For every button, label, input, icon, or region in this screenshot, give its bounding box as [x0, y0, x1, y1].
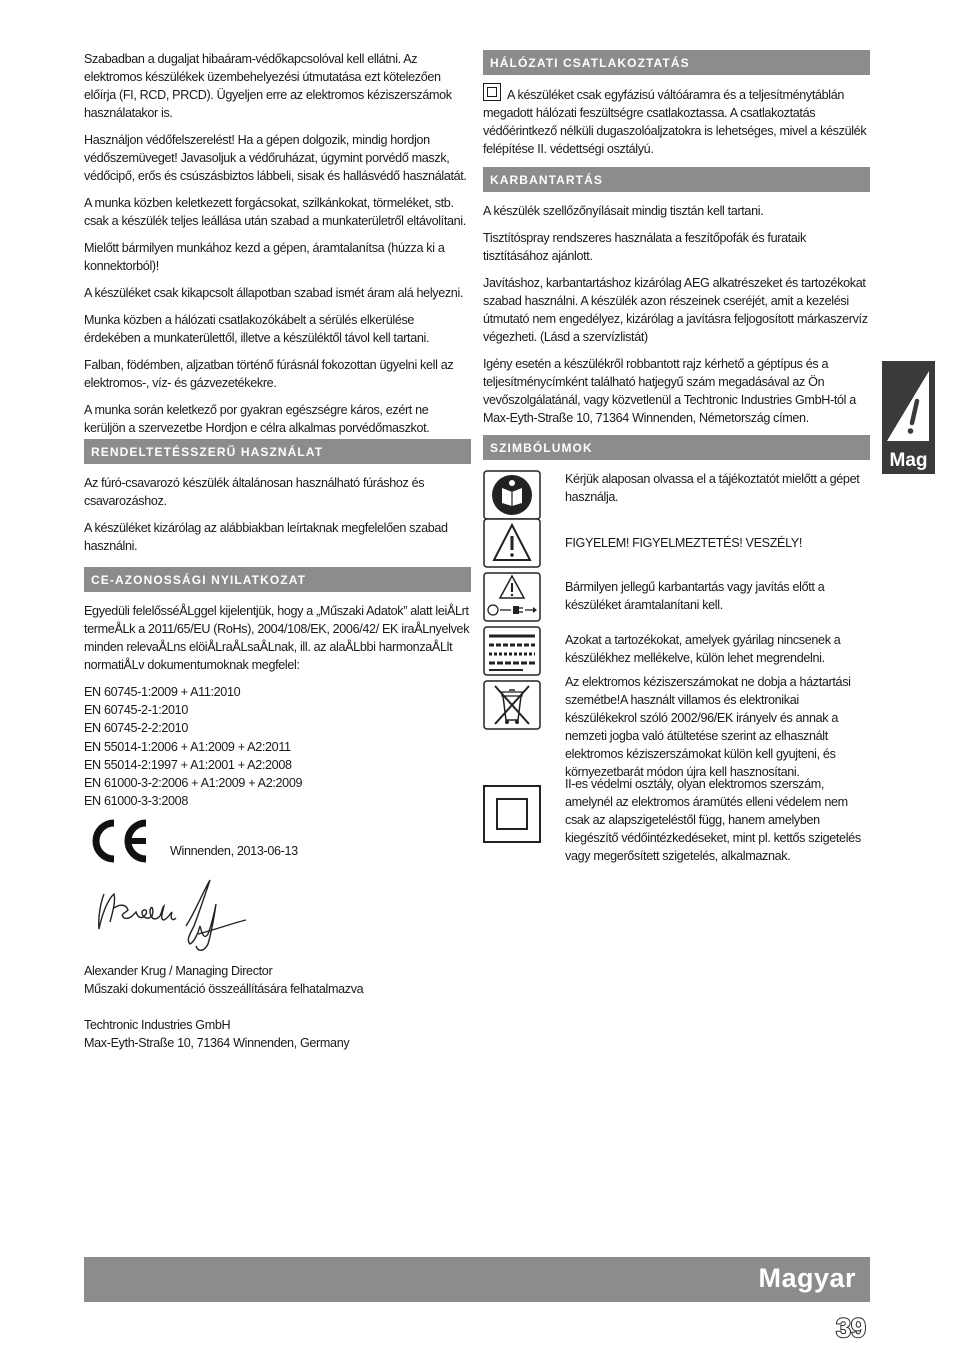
signer-role: Műszaki dokumentáció összeállítására felhatalmazva: [84, 982, 364, 997]
safety-paragraph: A munka során keletkező por gyakran egészségre káros, ezért ne kerüljön a szervezetbe Hordjon e célra alkalmas porvédőmaszkot.: [84, 403, 430, 435]
maintenance-paragraph: Igény esetén a készülékről robbantott rajz kérhető a géptípus és a teljesítménycímként található hatjegyű szám megadásával az Ön vevőszolgálatánál, vagy közvetlenül a Techtronic Industries GmbH-tól a Max-Eyth-Straße 10, 71364 Winnenden, Németország címen.: [483, 357, 856, 425]
read-manual-icon: [483, 470, 541, 520]
safety-paragraph: Mielőtt bármilyen munkához kezd a gépen, áramtalanítsa (húzza ki a konnektorból)!: [84, 241, 445, 273]
symbol-text: Bármilyen jellegű karbantartás vagy javítás előtt a készüléket áramtalanítani kell.: [565, 580, 825, 612]
standard-item: EN 60745-2-1:2010: [84, 703, 188, 718]
footer-language: Magyar: [758, 1263, 856, 1293]
standard-item: EN 60745-1:2009 + A11:2010: [84, 685, 241, 699]
symbol-text: II-es védelmi osztály, olyan elektromos szerszám, amelynél az elektromos áramütés elleni védelem nem csak az alapszigeteléstől függ, hanem amelyben kiegészítő védőintézkedéseket, mint pl. kettős szigetelés vagy megerősített szigetelés, alkalmaznak.: [565, 777, 861, 863]
signature-icon: [90, 874, 260, 954]
intended-use-paragraph: A készüléket kizárólag az alábbiakban leírtaknak megfelelően szabad használni.: [84, 521, 448, 553]
side-tab-label: Mag: [889, 450, 928, 471]
footer-bar: [84, 1257, 870, 1302]
safety-paragraph: A készüléket csak kikapcsolt állapotban szabad ismét áram alá helyezni.: [84, 286, 464, 300]
left-column: [84, 50, 471, 1052]
mains-paragraph: [483, 83, 870, 158]
class-two-small-icon: [483, 83, 501, 101]
page-number: 39: [836, 1313, 867, 1343]
safety-paragraph: Munka közben a hálózati csatlakozókábelt a sérülés elkerülése érdekében a munkaterülettől, illetve a készüléktől távol kell tartani.: [84, 313, 430, 345]
right-column: [483, 50, 870, 910]
section-heading-ce: CE-AZONOSSÁGI NYILATKOZAT: [84, 567, 471, 592]
company-address: Max-Eyth-Straße 10, 71364 Winnenden, Germany: [84, 1036, 350, 1051]
company-name: Techtronic Industries GmbH: [84, 1018, 231, 1033]
warning-triangle-icon: [483, 518, 541, 568]
unplug-before-service-icon: [483, 572, 541, 622]
symbol-text: Azokat a tartozékokat, amelyek gyárilag nincsenek a készülékhez mellékelve, külön lehet megrendelni.: [565, 633, 841, 665]
ce-mark-row: [84, 818, 471, 870]
class-two-icon: [483, 785, 541, 843]
safety-paragraph: Falban, födémben, aljzatban történő fúrásnál fokozottan ügyelni kell az elektromos-, víz- és gázvezetékekre.: [84, 358, 454, 390]
safety-paragraph: Használjon védőfelszerelést! Ha a gépen dolgozik, mindig hordjon védőszemüveget! Javasoljuk a védőruházat, úgymint porvédő maszk, védőcipő, erős és csúszásbiztos lábbeli, sisak és hallásvédő használatát.: [84, 133, 467, 183]
section-heading-intended-use: RENDELTETÉSSZERŰ HASZNÁLAT: [84, 439, 471, 464]
exclamation-icon: [882, 361, 935, 445]
ce-mark-icon: [88, 818, 150, 864]
section-heading-symbols: SZIMBÓLUMOK: [483, 435, 870, 460]
signer-name: Alexander Krug / Managing Director: [84, 964, 273, 979]
safety-paragraph: A munka közben keletkezett forgácsokat, szilkánkokat, törmeléket, stb. csak a készülék teljes leállása után szabad a munkaterületről eltávolítani.: [84, 196, 466, 228]
standard-item: EN 61000-3-3:2008: [84, 794, 188, 809]
weee-bin-icon: [483, 680, 541, 730]
place-date: Winnenden, 2013-06-13: [170, 844, 298, 859]
maintenance-paragraph: A készülék szellőzőnyílásait mindig tisztán kell tartani.: [483, 204, 764, 218]
language-side-tab: [882, 361, 935, 474]
safety-paragraph: Szabadban a dugaljat hibaáram-védőkapcsolóval kell ellátni. Az elektromos készülékek üzembehelyezési útmutatása ezt kötelezően előírja (FI, RCD, PRCD). Ügyeljen erre az elektromos kéziszerszámok használatakor is.: [84, 52, 452, 120]
intended-use-paragraph: Az fúró-csavarozó készülék általánosan használható fúráshoz és csavarozáshoz.: [84, 476, 425, 508]
ce-declaration-text: Egyedüli felelősséÅLggel kijelentjük, hogy a „Műszaki Adatok” alatt leiÅLrt termeÅLk a 2011/65/EU (RoHs), 2004/108/EK, 2006/42/ EK iraÅLnyelvek minden relevaÅLns elöiÅLraÅLsaÅLnak, ill. az alaÅLbbi harmonzaÅLlt normatiÅLv dokumentumoknak megfelel:: [84, 604, 470, 672]
section-heading-maintenance: KARBANTARTÁS: [483, 167, 870, 192]
maintenance-paragraph: Tisztítóspray rendszeres használata a feszítőpofák és furataik tisztításához ajánlott.: [483, 231, 806, 263]
standard-item: EN 55014-2:1997 + A1:2001 + A2:2008: [84, 757, 292, 772]
maintenance-paragraph: Javításhoz, karbantartáshoz kizárólag AEG alkatrészeket és tartozékokat szabad használni. A készülék azon részeinek cseréjét, amit a kezelési útmutató nem engedélyez, kizárólag a javításra feljogosított márkaszervíz végezheti. (Lásd a szervízlistát): [483, 276, 868, 344]
standard-item: EN 60745-2-2:2010: [84, 721, 188, 736]
symbol-text: FIGYELEM! FIGYELMEZTETÉS! VESZÉLY!: [565, 536, 802, 550]
mains-text: A készüléket csak egyfázisú váltóáramra és a teljesítménytáblán megadott hálózati feszültségre csatlakoztassa. A csatlakoztatás védőérintkező nélküli dugaszolóaljzatokra is lehetséges, mivel a készülék felépítése II. védettségi osztályú.: [483, 88, 867, 156]
symbol-text: Kérjük alaposan olvassa el a tájékoztatót mielőtt a gépet használja.: [565, 472, 860, 504]
standard-item: EN 55014-1:2006 + A1:2009 + A2:2011: [84, 739, 291, 754]
standards-list: [84, 683, 471, 810]
section-heading-mains: HÁLÓZATI CSATLAKOZTATÁS: [483, 50, 870, 75]
symbol-text: Az elektromos kéziszerszámokat ne dobja a háztartási szemétbe!A használt villamos és elektronikai készülékekrol szóló 2002/96/EK irányelv és annak a nemzeti jogba való átültetése szerint az elhasznált elektromos kéziszerszámokat külön kell gyujteni, és környezetbarát módon újra kell hasznosítani.: [565, 675, 851, 779]
accessories-icon: [483, 626, 541, 676]
symbols-list: [483, 470, 870, 890]
standard-item: EN 61000-3-2:2006 + A1:2009 + A2:2009: [84, 776, 303, 791]
